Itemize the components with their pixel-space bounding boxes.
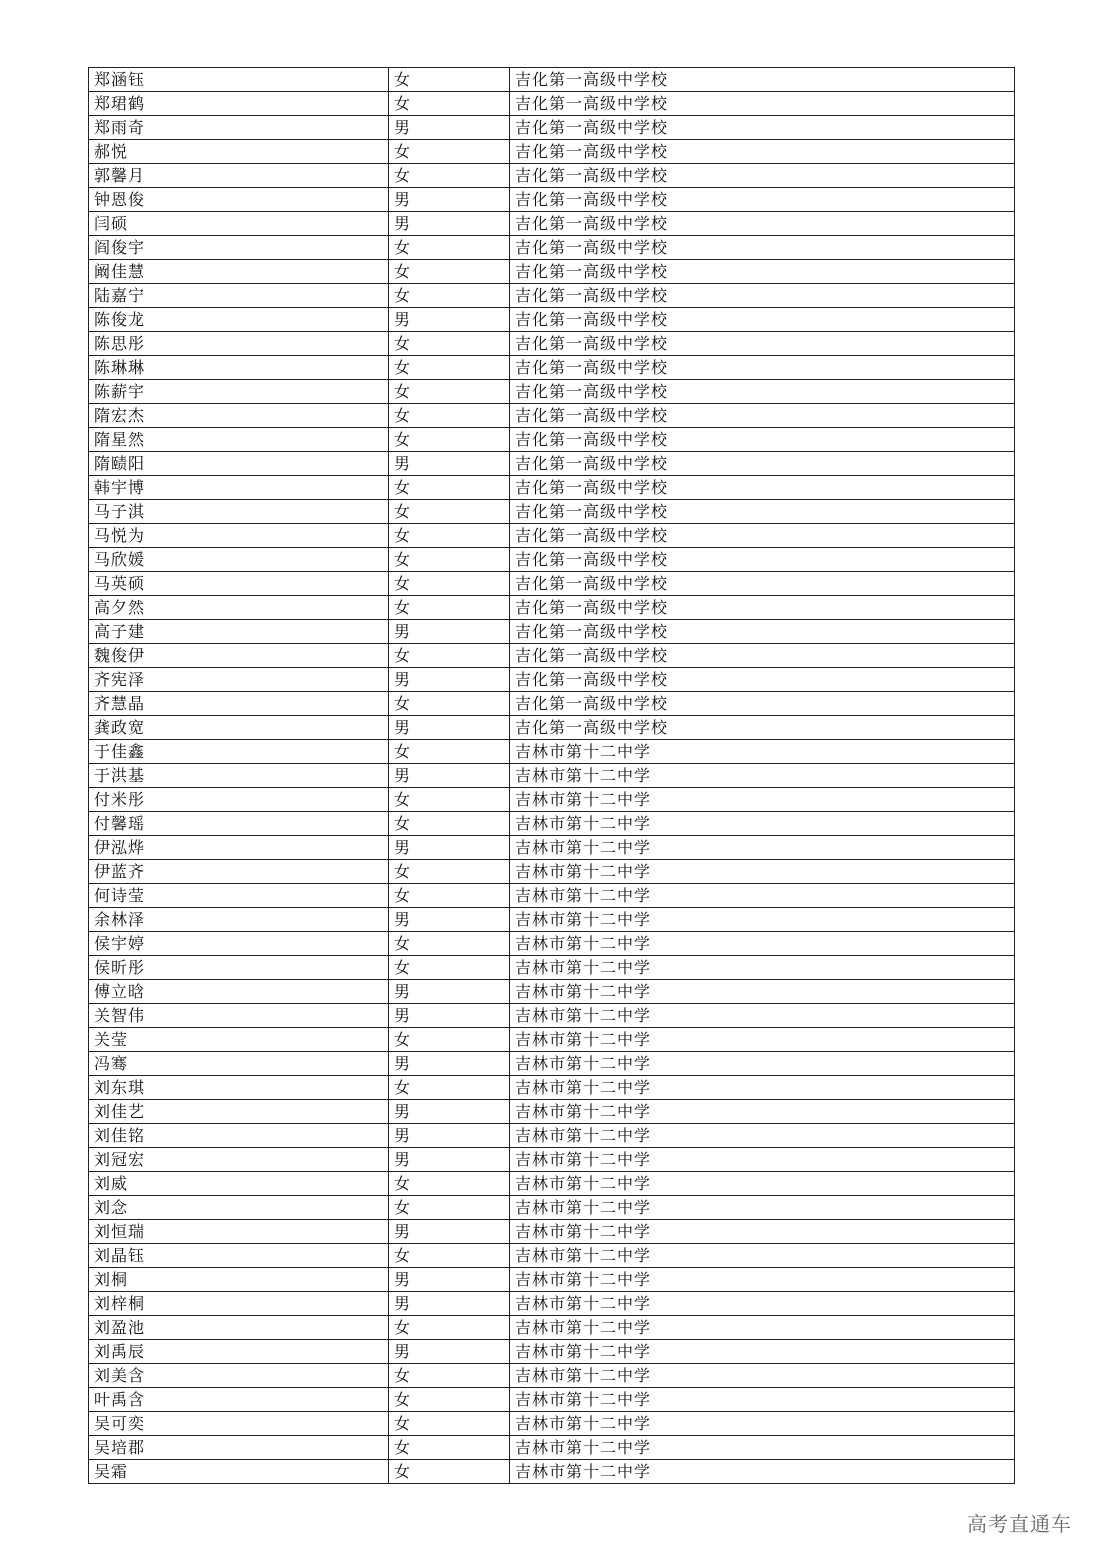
school-cell: 吉林市第十二中学 — [510, 908, 1015, 932]
gender-cell: 男 — [389, 1004, 510, 1028]
school-cell: 吉化第一高级中学校 — [510, 668, 1015, 692]
school-cell: 吉化第一高级中学校 — [510, 572, 1015, 596]
table-row — [89, 1124, 1015, 1148]
gender-cell: 男 — [389, 1220, 510, 1244]
table-row — [89, 380, 1015, 404]
gender-cell: 女 — [389, 1244, 510, 1268]
name-cell: 郭馨月 — [89, 164, 389, 188]
table-row — [89, 500, 1015, 524]
student-roster-table — [88, 67, 1015, 1484]
table-row — [89, 1196, 1015, 1220]
school-cell: 吉林市第十二中学 — [510, 1148, 1015, 1172]
name-cell: 付米彤 — [89, 788, 389, 812]
name-cell: 刘盈池 — [89, 1316, 389, 1340]
table-row — [89, 716, 1015, 740]
gender-cell: 女 — [389, 932, 510, 956]
gender-cell: 男 — [389, 836, 510, 860]
school-cell: 吉林市第十二中学 — [510, 1028, 1015, 1052]
table-row — [89, 836, 1015, 860]
gender-cell: 女 — [389, 1028, 510, 1052]
table-row — [89, 1292, 1015, 1316]
gender-cell: 男 — [389, 980, 510, 1004]
name-cell: 韩宇博 — [89, 476, 389, 500]
table-row — [89, 860, 1015, 884]
gender-cell: 男 — [389, 452, 510, 476]
school-cell: 吉化第一高级中学校 — [510, 428, 1015, 452]
school-cell: 吉化第一高级中学校 — [510, 692, 1015, 716]
school-cell: 吉化第一高级中学校 — [510, 380, 1015, 404]
school-cell: 吉化第一高级中学校 — [510, 332, 1015, 356]
school-cell: 吉化第一高级中学校 — [510, 404, 1015, 428]
name-cell: 傅立晗 — [89, 980, 389, 1004]
table-row — [89, 1388, 1015, 1412]
school-cell: 吉化第一高级中学校 — [510, 92, 1015, 116]
table-row — [89, 188, 1015, 212]
table-row — [89, 548, 1015, 572]
table-row — [89, 1148, 1015, 1172]
table-row — [89, 908, 1015, 932]
school-cell: 吉林市第十二中学 — [510, 1052, 1015, 1076]
school-cell: 吉化第一高级中学校 — [510, 140, 1015, 164]
name-cell: 侯昕彤 — [89, 956, 389, 980]
table-row — [89, 524, 1015, 548]
school-cell: 吉林市第十二中学 — [510, 1004, 1015, 1028]
gender-cell: 女 — [389, 428, 510, 452]
roster-body — [89, 68, 1015, 1484]
gender-cell: 男 — [389, 1340, 510, 1364]
table-row — [89, 1268, 1015, 1292]
table-row — [89, 1076, 1015, 1100]
name-cell: 侯宇婷 — [89, 932, 389, 956]
name-cell: 齐慧晶 — [89, 692, 389, 716]
gender-cell: 女 — [389, 92, 510, 116]
name-cell: 吴霜 — [89, 1460, 389, 1484]
name-cell: 刘冠宏 — [89, 1148, 389, 1172]
name-cell: 马英硕 — [89, 572, 389, 596]
name-cell: 叶禹含 — [89, 1388, 389, 1412]
gender-cell: 女 — [389, 1364, 510, 1388]
table-row — [89, 884, 1015, 908]
table-row — [89, 788, 1015, 812]
table-row — [89, 1004, 1015, 1028]
school-cell: 吉林市第十二中学 — [510, 860, 1015, 884]
school-cell: 吉林市第十二中学 — [510, 1316, 1015, 1340]
school-cell: 吉化第一高级中学校 — [510, 452, 1015, 476]
table-row — [89, 428, 1015, 452]
gender-cell: 女 — [389, 164, 510, 188]
gender-cell: 男 — [389, 716, 510, 740]
gender-cell: 男 — [389, 908, 510, 932]
name-cell: 刘禹辰 — [89, 1340, 389, 1364]
name-cell: 余林泽 — [89, 908, 389, 932]
gender-cell: 女 — [389, 1436, 510, 1460]
table-row — [89, 620, 1015, 644]
name-cell: 高夕然 — [89, 596, 389, 620]
table-row — [89, 236, 1015, 260]
table-row — [89, 212, 1015, 236]
gender-cell: 男 — [389, 212, 510, 236]
name-cell: 关莹 — [89, 1028, 389, 1052]
name-cell: 阎俊宇 — [89, 236, 389, 260]
gender-cell: 女 — [389, 644, 510, 668]
school-cell: 吉林市第十二中学 — [510, 836, 1015, 860]
name-cell: 郑雨奇 — [89, 116, 389, 140]
gender-cell: 男 — [389, 1292, 510, 1316]
gender-cell: 女 — [389, 1076, 510, 1100]
school-cell: 吉林市第十二中学 — [510, 1172, 1015, 1196]
gender-cell: 男 — [389, 1052, 510, 1076]
name-cell: 吴培郡 — [89, 1436, 389, 1460]
table-row — [89, 812, 1015, 836]
school-cell: 吉林市第十二中学 — [510, 980, 1015, 1004]
table-row — [89, 596, 1015, 620]
gender-cell: 女 — [389, 500, 510, 524]
table-row — [89, 404, 1015, 428]
name-cell: 魏俊伊 — [89, 644, 389, 668]
name-cell: 关智伟 — [89, 1004, 389, 1028]
table-row — [89, 644, 1015, 668]
table-row — [89, 1364, 1015, 1388]
school-cell: 吉林市第十二中学 — [510, 1220, 1015, 1244]
school-cell: 吉化第一高级中学校 — [510, 308, 1015, 332]
table-row — [89, 92, 1015, 116]
table-row — [89, 68, 1015, 92]
school-cell: 吉化第一高级中学校 — [510, 284, 1015, 308]
school-cell: 吉化第一高级中学校 — [510, 524, 1015, 548]
table-row — [89, 1316, 1015, 1340]
gender-cell: 女 — [389, 356, 510, 380]
table-row — [89, 1100, 1015, 1124]
name-cell: 刘梓桐 — [89, 1292, 389, 1316]
name-cell: 郑涵钰 — [89, 68, 389, 92]
gender-cell: 男 — [389, 764, 510, 788]
table-row — [89, 1028, 1015, 1052]
school-cell: 吉林市第十二中学 — [510, 884, 1015, 908]
name-cell: 闫硕 — [89, 212, 389, 236]
school-cell: 吉化第一高级中学校 — [510, 164, 1015, 188]
school-cell: 吉化第一高级中学校 — [510, 68, 1015, 92]
table-row — [89, 452, 1015, 476]
school-cell: 吉化第一高级中学校 — [510, 116, 1015, 140]
school-cell: 吉化第一高级中学校 — [510, 188, 1015, 212]
gender-cell: 女 — [389, 548, 510, 572]
school-cell: 吉林市第十二中学 — [510, 1436, 1015, 1460]
name-cell: 阚佳慧 — [89, 260, 389, 284]
school-cell: 吉林市第十二中学 — [510, 1364, 1015, 1388]
name-cell: 何诗莹 — [89, 884, 389, 908]
school-cell: 吉化第一高级中学校 — [510, 596, 1015, 620]
gender-cell: 女 — [389, 380, 510, 404]
school-cell: 吉林市第十二中学 — [510, 1076, 1015, 1100]
school-cell: 吉化第一高级中学校 — [510, 500, 1015, 524]
school-cell: 吉林市第十二中学 — [510, 1100, 1015, 1124]
school-cell: 吉化第一高级中学校 — [510, 356, 1015, 380]
gender-cell: 男 — [389, 1124, 510, 1148]
gender-cell: 男 — [389, 116, 510, 140]
name-cell: 隋赜阳 — [89, 452, 389, 476]
table-row — [89, 260, 1015, 284]
school-cell: 吉林市第十二中学 — [510, 740, 1015, 764]
gender-cell: 女 — [389, 860, 510, 884]
gender-cell: 女 — [389, 524, 510, 548]
gender-cell: 女 — [389, 284, 510, 308]
school-cell: 吉化第一高级中学校 — [510, 476, 1015, 500]
school-cell: 吉林市第十二中学 — [510, 1388, 1015, 1412]
name-cell: 刘念 — [89, 1196, 389, 1220]
gender-cell: 女 — [389, 596, 510, 620]
name-cell: 龚政宽 — [89, 716, 389, 740]
gender-cell: 女 — [389, 692, 510, 716]
table-row — [89, 932, 1015, 956]
name-cell: 齐宪泽 — [89, 668, 389, 692]
school-cell: 吉化第一高级中学校 — [510, 620, 1015, 644]
name-cell: 刘威 — [89, 1172, 389, 1196]
table-row — [89, 1460, 1015, 1484]
name-cell: 郑珺鹤 — [89, 92, 389, 116]
name-cell: 吴可奕 — [89, 1412, 389, 1436]
name-cell: 刘美含 — [89, 1364, 389, 1388]
gender-cell: 女 — [389, 332, 510, 356]
name-cell: 马子淇 — [89, 500, 389, 524]
school-cell: 吉林市第十二中学 — [510, 1196, 1015, 1220]
school-cell: 吉林市第十二中学 — [510, 956, 1015, 980]
name-cell: 于佳鑫 — [89, 740, 389, 764]
gender-cell: 女 — [389, 1460, 510, 1484]
name-cell: 伊蓝齐 — [89, 860, 389, 884]
gender-cell: 女 — [389, 68, 510, 92]
name-cell: 陈琳琳 — [89, 356, 389, 380]
gender-cell: 女 — [389, 1412, 510, 1436]
gender-cell: 男 — [389, 668, 510, 692]
table-row — [89, 476, 1015, 500]
gender-cell: 女 — [389, 404, 510, 428]
gender-cell: 女 — [389, 812, 510, 836]
gender-cell: 女 — [389, 476, 510, 500]
school-cell: 吉化第一高级中学校 — [510, 548, 1015, 572]
table-row — [89, 692, 1015, 716]
name-cell: 刘佳铭 — [89, 1124, 389, 1148]
name-cell: 刘佳艺 — [89, 1100, 389, 1124]
name-cell: 陈薪宇 — [89, 380, 389, 404]
gender-cell: 女 — [389, 572, 510, 596]
table-row — [89, 764, 1015, 788]
gender-cell: 女 — [389, 1388, 510, 1412]
table-row — [89, 332, 1015, 356]
name-cell: 刘晶钰 — [89, 1244, 389, 1268]
table-row — [89, 1244, 1015, 1268]
school-cell: 吉化第一高级中学校 — [510, 212, 1015, 236]
table-row — [89, 572, 1015, 596]
school-cell: 吉林市第十二中学 — [510, 932, 1015, 956]
name-cell: 陆嘉宁 — [89, 284, 389, 308]
table-row — [89, 140, 1015, 164]
school-cell: 吉林市第十二中学 — [510, 764, 1015, 788]
gender-cell: 女 — [389, 956, 510, 980]
gender-cell: 男 — [389, 308, 510, 332]
name-cell: 隋宏杰 — [89, 404, 389, 428]
table-row — [89, 1172, 1015, 1196]
school-cell: 吉林市第十二中学 — [510, 1292, 1015, 1316]
name-cell: 陈俊龙 — [89, 308, 389, 332]
table-row — [89, 284, 1015, 308]
school-cell: 吉林市第十二中学 — [510, 1124, 1015, 1148]
gender-cell: 男 — [389, 1268, 510, 1292]
school-cell: 吉林市第十二中学 — [510, 1268, 1015, 1292]
school-cell: 吉林市第十二中学 — [510, 788, 1015, 812]
gender-cell: 女 — [389, 740, 510, 764]
gender-cell: 女 — [389, 1172, 510, 1196]
name-cell: 付馨瑶 — [89, 812, 389, 836]
table-row — [89, 956, 1015, 980]
name-cell: 冯骞 — [89, 1052, 389, 1076]
table-row — [89, 1052, 1015, 1076]
table-row — [89, 668, 1015, 692]
table-row — [89, 1340, 1015, 1364]
gender-cell: 女 — [389, 788, 510, 812]
name-cell: 伊泓烨 — [89, 836, 389, 860]
table-row — [89, 1436, 1015, 1460]
name-cell: 钟恩俊 — [89, 188, 389, 212]
school-cell: 吉林市第十二中学 — [510, 1340, 1015, 1364]
table-row — [89, 740, 1015, 764]
name-cell: 马悦为 — [89, 524, 389, 548]
name-cell: 于洪基 — [89, 764, 389, 788]
table-row — [89, 116, 1015, 140]
name-cell: 郝悦 — [89, 140, 389, 164]
gender-cell: 女 — [389, 236, 510, 260]
school-cell: 吉化第一高级中学校 — [510, 716, 1015, 740]
gender-cell: 男 — [389, 620, 510, 644]
watermark-text: 高考直通车 — [967, 1512, 1072, 1536]
school-cell: 吉化第一高级中学校 — [510, 260, 1015, 284]
gender-cell: 女 — [389, 1196, 510, 1220]
gender-cell: 女 — [389, 140, 510, 164]
table-row — [89, 308, 1015, 332]
school-cell: 吉林市第十二中学 — [510, 1244, 1015, 1268]
name-cell: 刘恒瑞 — [89, 1220, 389, 1244]
table-row — [89, 980, 1015, 1004]
name-cell: 高子建 — [89, 620, 389, 644]
gender-cell: 男 — [389, 1148, 510, 1172]
gender-cell: 男 — [389, 188, 510, 212]
name-cell: 刘东琪 — [89, 1076, 389, 1100]
table-row — [89, 1220, 1015, 1244]
gender-cell: 男 — [389, 1100, 510, 1124]
school-cell: 吉化第一高级中学校 — [510, 236, 1015, 260]
gender-cell: 女 — [389, 884, 510, 908]
table-row — [89, 356, 1015, 380]
name-cell: 陈思彤 — [89, 332, 389, 356]
school-cell: 吉林市第十二中学 — [510, 1412, 1015, 1436]
name-cell: 刘桐 — [89, 1268, 389, 1292]
school-cell: 吉林市第十二中学 — [510, 812, 1015, 836]
school-cell: 吉林市第十二中学 — [510, 1460, 1015, 1484]
table-row — [89, 1412, 1015, 1436]
gender-cell: 女 — [389, 260, 510, 284]
gender-cell: 女 — [389, 1316, 510, 1340]
school-cell: 吉化第一高级中学校 — [510, 644, 1015, 668]
name-cell: 隋星然 — [89, 428, 389, 452]
table-row — [89, 164, 1015, 188]
name-cell: 马欣媛 — [89, 548, 389, 572]
